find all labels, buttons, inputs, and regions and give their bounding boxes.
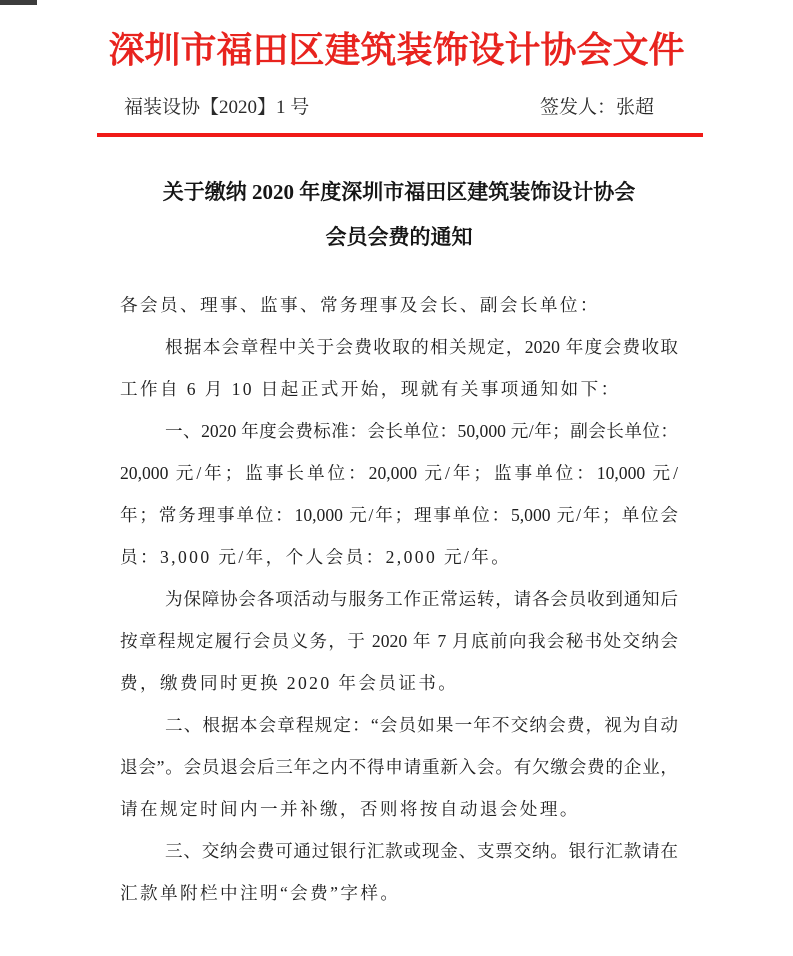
doc-meta-row [124, 92, 654, 119]
document-title-line1: 关于缴纳 2020 年度深圳市福田区建筑装饰设计协会 [162, 180, 636, 204]
body-line: 费，缴费同时更换 2020 年会员证书。 [120, 673, 459, 693]
document-title-line2: 会员会费的通知 [325, 225, 473, 249]
letterhead-title: 深圳市福田区建筑装饰设计协会文件 [108, 30, 685, 70]
body-line: 二、根据本会章程规定：“会员如果一年不交纳会费，视为自动 [165, 715, 678, 735]
body-line: 20,000 元/年；监事长单位：20,000 元/年；监事单位：10,000 元/ [120, 463, 678, 483]
body-line: 按章程规定履行会员义务，于 2020 年 7 月底前向我会秘书处交纳会 [120, 631, 678, 651]
red-divider-rule [97, 133, 703, 137]
body-line: 为保障协会各项活动与服务工作正常运转，请各会员收到通知后 [165, 589, 678, 609]
document-title [120, 170, 678, 260]
body-line: 汇款单附栏中注明“会费”字样。 [120, 883, 401, 903]
doc-number: 福装设协【2020】1 号 [124, 97, 310, 118]
body-line: 请在规定时间内一并补缴，否则将按自动退会处理。 [120, 799, 580, 819]
document-body [120, 284, 678, 914]
body-line: 三、交纳会费可通过银行汇款或现金、支票交纳。银行汇款请在 [165, 841, 678, 861]
issuer-name: 签发人：张超 [539, 97, 654, 118]
scan-artifact [0, 0, 37, 5]
body-line: 员：3,000 元/年，个人会员：2,000 元/年。 [120, 547, 512, 567]
body-line: 工作自 6 月 10 日起正式开始，现就有关事项通知如下： [120, 379, 621, 399]
body-line: 年；常务理事单位：10,000 元/年；理事单位：5,000 元/年；单位会 [120, 505, 678, 525]
body-line: 各会员、理事、监事、常务理事及会长、副会长单位： [120, 295, 600, 315]
body-line: 一、2020 年度会费标准：会长单位：50,000 元/年；副会长单位： [165, 421, 678, 441]
body-line: 根据本会章程中关于会费收取的相关规定，2020 年度会费收取 [165, 337, 678, 357]
body-line: 退会”。会员退会后三年之内不得申请重新入会。有欠缴会费的企业， [120, 757, 678, 777]
